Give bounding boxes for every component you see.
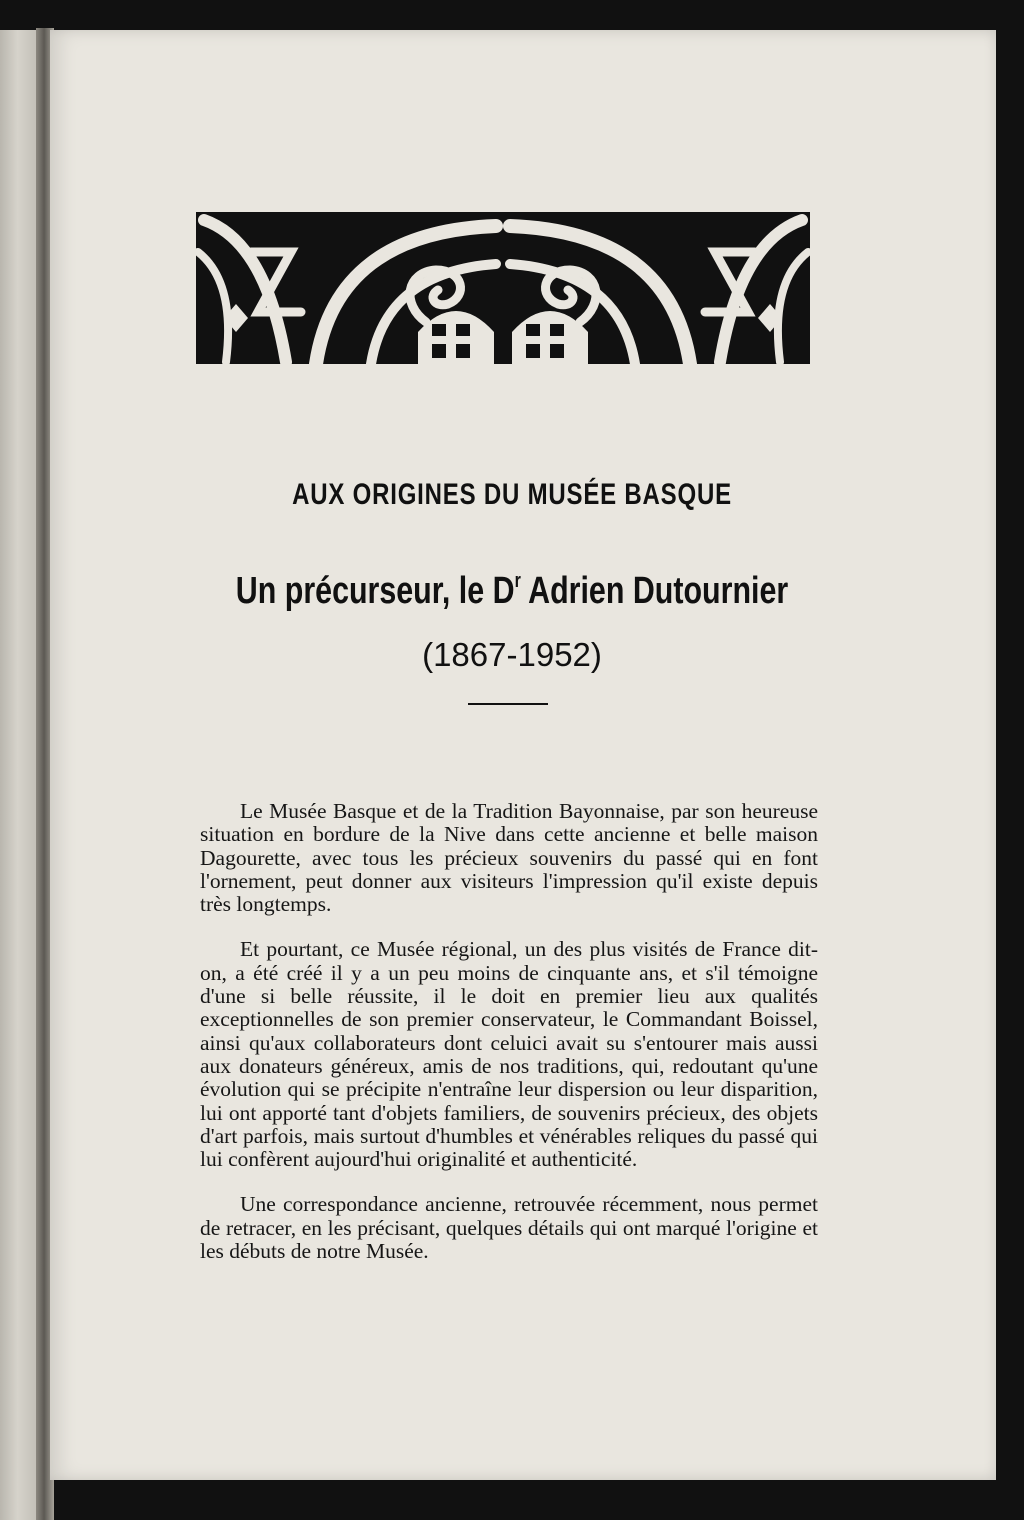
title-part-1: Un précurseur, le D (235, 570, 515, 612)
paragraph-3: Une correspondance ancienne, retrouvée récemment, nous permet de retracer, en les précisant, quelques détails qui ont marqué l'origine et les débuts de notre Musée. (200, 1192, 818, 1264)
paragraph-2: Et pourtant, ce Musée régional, un des plus visités de France dit-on, a été créé il y a un peu moins de cinquante ans, et s'il témoigne d'une si belle réussite, il le doit en premier lieu aux qualités exceptionnelles de son premier conservateur, le Commandant Boissel, ainsi qu'aux collaborateurs dont celuici avait su s'entourer mais aussi aux donateurs généreux, amis de nos traditions, qui, redoutant qu'une évolution qui se précipite n'entraîne leur dispersion ou leur disparition, lui ont apporté tant d'objets familiers, de souvenirs précieux, des objets d'art parfois, mais surtout d'humbles et vénérables reliques du passé qui lui confèrent aujourd'hui originalité et authenticité. (200, 937, 818, 1172)
basque-ornament-banner (196, 212, 810, 364)
section-kicker: AUX ORIGINES DU MUSÉE BASQUE (292, 478, 732, 511)
article-title (102, 570, 921, 613)
title-divider (468, 703, 548, 705)
title-part-2: Adrien Dutournier (520, 570, 789, 612)
life-dates: (1867-1952) (422, 636, 602, 673)
article-body (200, 800, 818, 1285)
title-superscript: r (514, 570, 521, 592)
paragraph-1: Le Musée Basque et de la Tradition Bayonnaise, par son heureuse situation en bordure de la Nive dans cette ancienne et belle maison Dagourette, avec tous les précieux souvenirs du passé qui en font l'ornement, peut donner aux visiteurs l'impression qu'il existe depuis très longtemps. (200, 799, 818, 917)
